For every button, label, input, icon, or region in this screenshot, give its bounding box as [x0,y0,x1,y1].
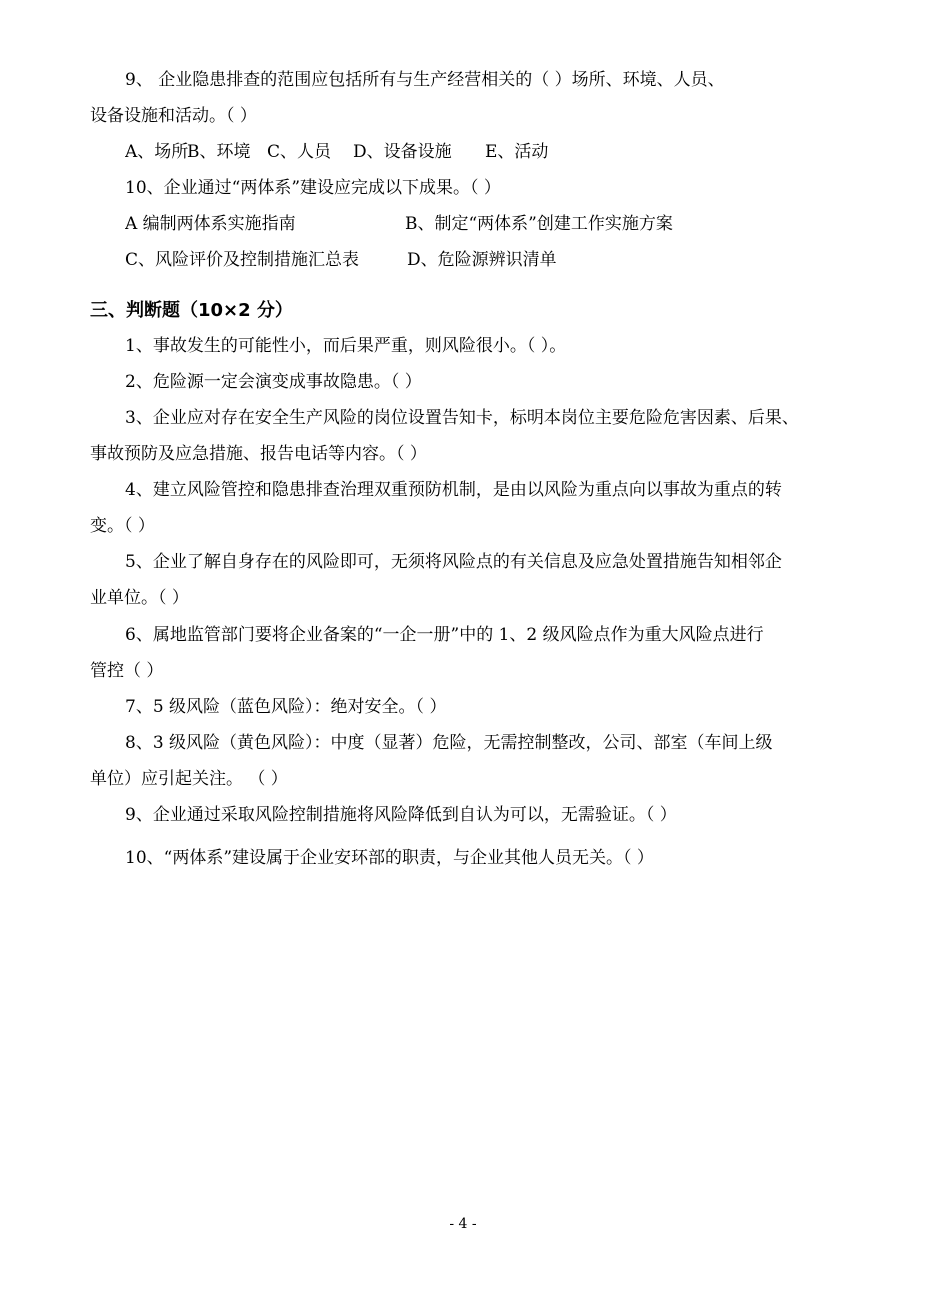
tf-q8-line2: 单位）应引起关注。 （ ） [90,769,288,789]
tf-q2-line1: 2、危险源一定会演变成事故隐患。（ ） [125,372,422,392]
tf-q8-line1: 8、3 级风险（黄色风险）：中度（显著）危险，无需控制整改，公司、部室（车间上级 [125,733,773,753]
mc-q10-options-row1 [125,212,850,236]
tf-q7-line1: 7、5 级风险（蓝色风险）：绝对安全。（ ） [125,697,447,717]
tf-q4-line2: 变。（ ） [90,516,155,536]
section-title: 三、判断题（10×2 分） [90,300,293,321]
mc-q9-line2: 设备设施和活动。（ ） [90,106,257,126]
mc-q9-line1: 9、 企业隐患排查的范围应包括所有与生产经营相关的（ ）场所、环境、人员、 [125,70,725,90]
option-a: A、场所 [125,142,189,162]
tf-q5-line1: 5、企业了解自身存在的风险即可，无须将风险点的有关信息及应急处置措施告知相邻企 [125,552,782,572]
mc-q10-stem: 10、企业通过“两体系”建设应完成以下成果。（ ） [125,178,501,198]
option-b: B、制定“两体系”创建工作实施方案 [405,214,673,234]
tf-q5-line2: 业单位。（ ） [90,588,189,608]
mc-q10-options-row2 [125,248,850,272]
option-c: C、风险评价及控制措施汇总表 [125,250,360,270]
tf-q9-line1: 9、企业通过采取风险控制措施将风险降低到自认为可以，无需验证。（ ） [125,805,677,825]
mc-q9-options [125,140,850,164]
tf-q3-line2: 事故预防及应急措施、报告电话等内容。（ ） [90,444,427,464]
tf-q4-line1: 4、建立风险管控和隐患排查治理双重预防机制，是由以风险为重点向以事故为重点的转 [125,480,782,500]
tf-q10-line1: 10、“两体系”建设属于企业安环部的职责，与企业其他人员无关。（ ） [125,848,654,868]
page-number: - 4 - [449,1216,477,1232]
option-b: B、环境 [187,142,251,162]
option-e: E、活动 [485,142,549,162]
tf-q6-line2: 管控（ ） [90,661,164,681]
tf-q6-line1: 6、属地监管部门要将企业备案的“一企一册”中的 1、2 级风险点作为重大风险点进行 [125,625,764,645]
tf-q1-line1: 1、事故发生的可能性小，而后果严重，则风险很小。（ ）。 [125,336,567,356]
option-d: D、设备设施 [353,142,452,162]
option-d: D、危险源辨识清单 [407,250,557,270]
tf-q3-line1: 3、企业应对存在安全生产风险的岗位设置告知卡，标明本岗位主要危险危害因素、后果、 [125,408,799,428]
option-a: A 编制两体系实施指南 [125,214,296,234]
option-c: C、人员 [267,142,332,162]
